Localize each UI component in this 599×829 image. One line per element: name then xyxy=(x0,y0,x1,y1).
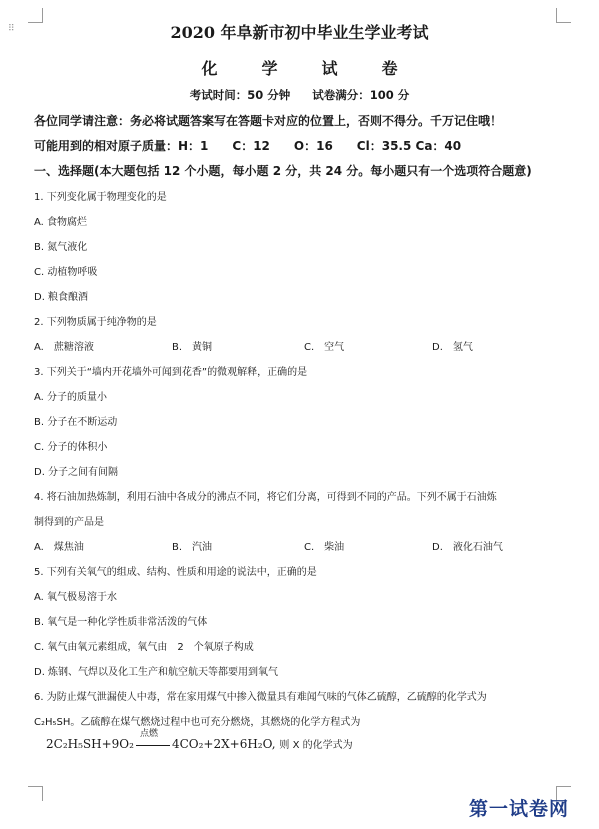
drag-handle-icon[interactable]: ⠿ xyxy=(8,24,16,34)
question-6-stem-line-1: 6. 为防止煤气泄漏使人中毒，常在家用煤气中掺入微量具有难闻气味的气体乙硫醇，乙硫醇的化学式为 xyxy=(34,692,487,703)
question-3-option-b: B. 分子在不断运动 xyxy=(34,417,118,428)
exam-title: 2020 年阜新市初中毕业生学业考试 xyxy=(170,23,429,42)
question-2-option-a: A. 蔗糖溶液 xyxy=(34,342,94,353)
condition-label: 点燃 xyxy=(139,728,158,739)
question-4-option-d: D. 液化石油气 xyxy=(432,542,503,553)
reaction-condition xyxy=(134,728,172,752)
question-5-option-d: D. 炼钢、气焊以及化工生产和航空航天等都要用到氧气 xyxy=(34,667,279,678)
atomic-masses: 可能用到的相对原子质量：H：1 C：12 O：16 Cl：35.5 Ca：40 xyxy=(34,139,462,153)
exam-time: 考试时间：50 分钟 xyxy=(189,88,291,102)
question-3-option-a: A. 分子的质量小 xyxy=(34,392,108,403)
subject-char: 化 xyxy=(201,59,218,78)
question-6-stem-line-2: C₂H₅SH。乙硫醇在煤气燃烧过程中也可充分燃烧，其燃烧的化学方程式为 xyxy=(34,717,361,728)
question-5-stem: 5. 下列有关氧气的组成、结构、性质和用途的说法中，正确的是 xyxy=(34,567,317,578)
question-3-option-c: C. 分子的体积小 xyxy=(34,442,108,453)
full-score: 试卷满分：100 分 xyxy=(312,88,410,102)
question-1-option-d: D. 粮食酿酒 xyxy=(34,292,89,303)
section-heading: 一、选择题(本大题包括 12 个小题，每小题 2 分，共 24 分。每小题只有一个选项符合题意) xyxy=(34,164,532,178)
question-4-option-b: B. 汽油 xyxy=(172,542,213,553)
question-4-option-a: A. 煤焦油 xyxy=(34,542,84,553)
subject-char: 学 xyxy=(261,59,278,78)
chemical-equation xyxy=(46,728,353,752)
question-1-option-a: A. 食物腐烂 xyxy=(34,217,88,228)
question-2-option-d: D. 氢气 xyxy=(432,342,473,353)
question-3-stem: 3. 下列关于“墙内开花墙外可闻到花香”的微观解释，正确的是 xyxy=(34,367,308,378)
site-watermark: 第一试卷网 xyxy=(468,798,569,820)
question-2-option-c: C. 空气 xyxy=(304,342,345,353)
subject-title xyxy=(0,56,599,79)
exam-meta xyxy=(0,87,599,103)
question-5-option-c: C. 氧气由氧元素组成，氧气由 2 个氧原子构成 xyxy=(34,642,254,653)
question-2-stem: 2. 下列物质属于纯净物的是 xyxy=(34,317,157,328)
question-4-option-c: C. 柴油 xyxy=(304,542,345,553)
question-2-option-b: B. 黄铜 xyxy=(172,342,213,353)
reaction-arrow xyxy=(136,745,170,746)
subject-char: 卷 xyxy=(381,59,398,78)
question-5-option-a: A. 氧气极易溶于水 xyxy=(34,592,118,603)
question-1-stem: 1. 下列变化属于物理变化的是 xyxy=(34,192,167,203)
question-1-option-c: C. 动植物呼吸 xyxy=(34,267,98,278)
equation-reactants: 2C₂H₅SH+9O₂ xyxy=(46,737,134,751)
exam-notice: 各位同学请注意：务必将试题答案写在答题卡对应的位置上，否则不得分。千万记住哦！ xyxy=(34,114,503,128)
question-4-stem-line-1: 4. 将石油加热炼制，利用石油中各成分的沸点不同，将它们分离，可得到不同的产品。下列不属于石油炼 xyxy=(34,492,497,503)
equation-products: 4CO₂+2X+6H₂O, xyxy=(171,737,276,751)
question-1-option-b: B. 氮气液化 xyxy=(34,242,88,253)
crop-mark-bottom-left xyxy=(28,786,43,801)
question-4-stem-line-2: 制得到的产品是 xyxy=(34,517,104,528)
question-5-option-b: B. 氧气是一种化学性质非常活泼的气体 xyxy=(34,617,208,628)
equation-question: 则 X 的化学式为 xyxy=(279,740,353,751)
subject-char: 试 xyxy=(321,59,338,78)
question-3-option-d: D. 分子之间有间隔 xyxy=(34,467,119,478)
